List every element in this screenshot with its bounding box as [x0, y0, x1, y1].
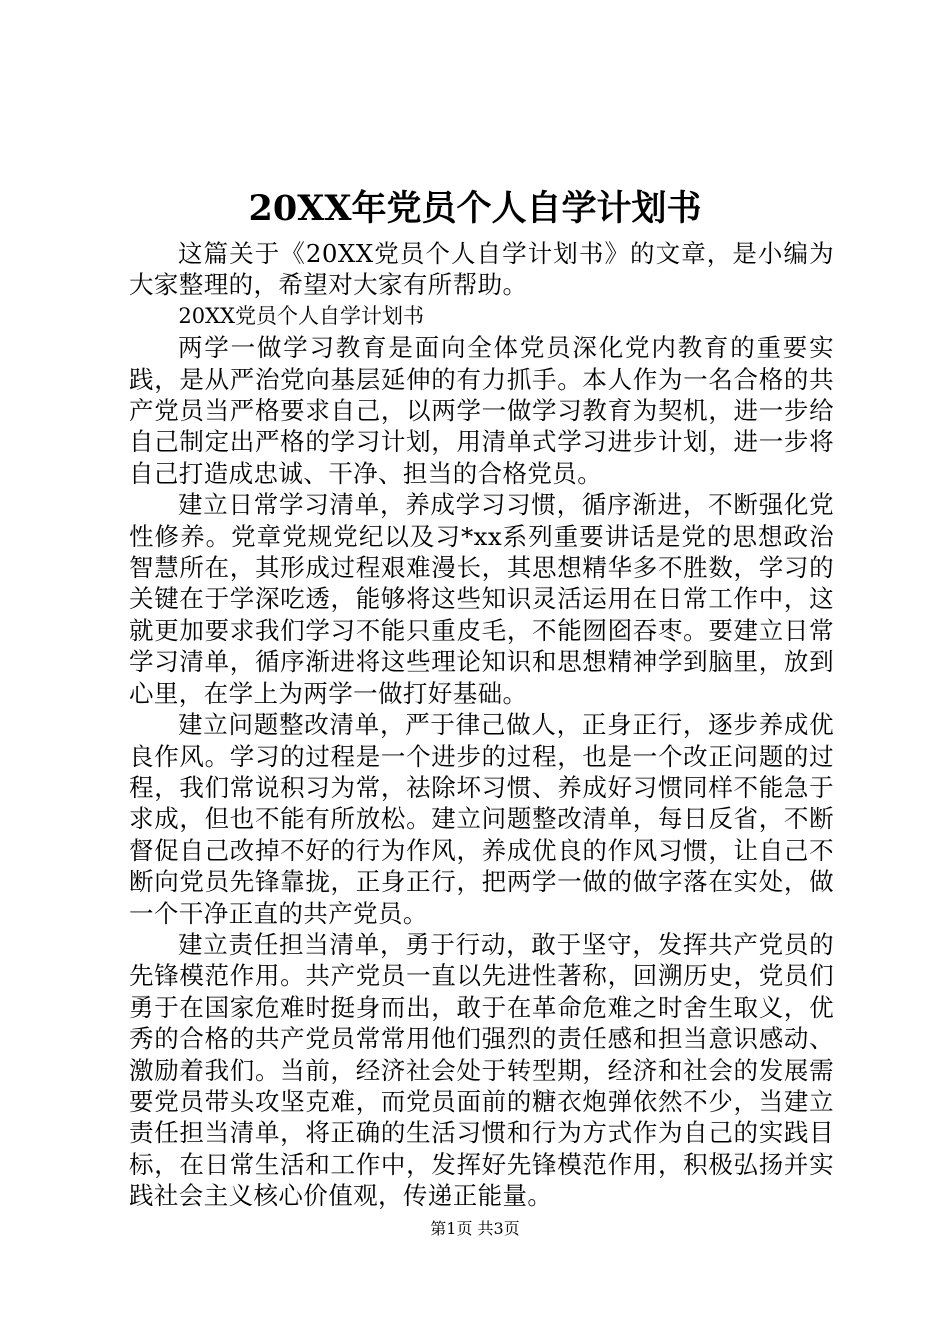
document-body: [129, 238, 834, 1212]
document-title: 20XX年党员个人自学计划书: [248, 188, 702, 229]
body-paragraph: 建立日常学习清单，养成学习习惯，循序渐进，不断强化党性修养。党章党规党纪以及习*xx系列重要讲话是党的思想政治智慧所在，其形成过程艰难漫长，其思想精华多不胜数，学习的关键在于学深吃透，能够将这些知识灵活运用在日常工作中，这就更加要求我们学习不能只重皮毛，不能囫囵吞枣。要建立日常学习清单，循序渐进将这些理论知识和思想精神学到脑里，放到心里，在学上为两学一做打好基础。: [129, 490, 834, 708]
body-paragraph: 建立责任担当清单，勇于行动，敢于坚守，发挥共产党员的先锋模范作用。共产党员一直以先进性著称，回溯历史，党员们勇于在国家危难时挺身而出，敢于在革命危难之时舍生取义，优秀的合格的共产党员常常用他们强烈的责任感和担当意识感动、激励着我们。当前，经济社会处于转型期，经济和社会的发展需要党员带头攻坚克难，而党员面前的糖衣炮弹依然不少，当建立责任担当清单，将正确的生活习惯和行为方式作为自己的实践目标，在日常生活和工作中，发挥好先锋模范作用，积极弘扬并实践社会主义核心价值观，传递正能量。: [129, 929, 834, 1211]
body-paragraph: 两学一做学习教育是面向全体党员深化党内教育的重要实践，是从严治党向基层延伸的有力抓手。本人作为一名合格的共产党员当严格要求自己，以两学一做学习教育为契机，进一步给自己制定出严格的学习计划，用清单式学习进步计划，进一步将自己打造成忠诚、干净、担当的合格党员。: [129, 333, 834, 488]
document-subheading: 20XX党员个人自学计划书: [178, 303, 424, 328]
intro-paragraph: 这篇关于《20XX党员个人自学计划书》的文章，是小编为大家整理的，希望对大家有所帮助。: [129, 239, 834, 300]
body-paragraph: 建立问题整改清单，严于律己做人，正身正行，逐步养成优良作风。学习的过程是一个进步的过程，也是一个改正问题的过程，我们常说积习为常，祛除坏习惯、养成好习惯同样不能急于求成，但也不能有所放松。建立问题整改清单，每日反省，不断督促自己改掉不好的行为作风，养成优良的作风习惯，让自己不断向党员先锋靠拢，正身正行，把两学一做的做字落在实处，做一个干净正直的共产党员。: [129, 710, 834, 928]
page-number-footer: 第1页 共3页: [430, 1219, 520, 1238]
